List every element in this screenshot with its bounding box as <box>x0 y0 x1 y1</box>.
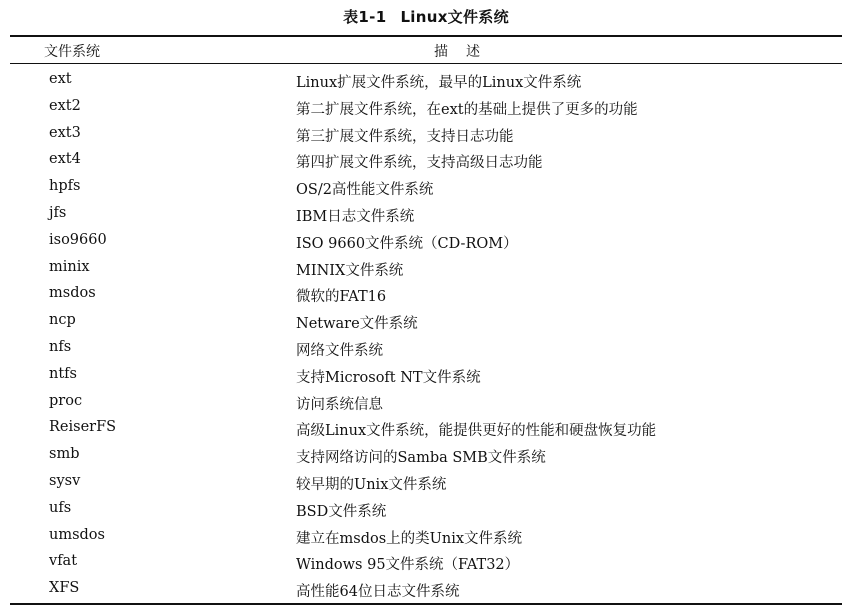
table-row <box>10 415 842 442</box>
table-header-row <box>10 37 842 63</box>
table-row <box>10 67 842 94</box>
table-row <box>10 308 842 335</box>
filesystem-description-cell: 第四扩展文件系统，支持高级日志功能 <box>296 155 543 172</box>
filesystem-name-cell: nfs <box>49 338 72 355</box>
filesystem-description-cell: Linux扩展文件系统，最早的Linux文件系统 <box>296 75 582 91</box>
filesystem-name-cell: XFS <box>49 580 80 597</box>
table-row <box>10 174 842 201</box>
filesystem-name-cell: ncp <box>49 312 76 329</box>
table-bottom-rule <box>10 603 842 605</box>
filesystem-name-cell: ReiserFS <box>49 419 117 436</box>
header-description: 描述 <box>434 44 498 60</box>
filesystem-name-cell: msdos <box>49 285 96 302</box>
table-row <box>10 201 842 228</box>
caption-number: 表1-1 <box>343 8 387 26</box>
filesystem-description-cell: 建立在msdos上的类Unix文件系统 <box>296 530 523 547</box>
table-caption <box>0 6 852 27</box>
table-body <box>10 67 842 603</box>
table-header-rule <box>10 63 842 64</box>
table-row <box>10 228 842 255</box>
table-row <box>10 389 842 416</box>
filesystem-name-cell: umsdos <box>49 526 105 543</box>
caption-title: Linux文件系统 <box>400 8 509 26</box>
filesystem-description-cell: 访问系统信息 <box>296 396 383 413</box>
table-row <box>10 94 842 121</box>
table-row <box>10 523 842 550</box>
filesystem-name-cell: sysv <box>49 472 81 489</box>
filesystem-name-cell: ext4 <box>49 151 81 168</box>
table-row <box>10 147 842 174</box>
table-row <box>10 442 842 469</box>
filesystem-description-cell: 支持网络访问的Samba SMB文件系统 <box>296 450 546 467</box>
filesystem-description-cell: 第三扩展文件系统，支持日志功能 <box>296 128 514 145</box>
filesystem-name-cell: vfat <box>49 553 78 570</box>
filesystem-name-cell: hpfs <box>49 178 81 195</box>
filesystem-name-cell: proc <box>49 392 83 409</box>
filesystem-name-cell: ext <box>49 71 72 87</box>
filesystem-description-cell: BSD文件系统 <box>296 503 387 520</box>
table-row <box>10 549 842 576</box>
table-row <box>10 255 842 282</box>
table-row <box>10 335 842 362</box>
filesystem-name-cell: ufs <box>49 499 72 516</box>
table-row <box>10 281 842 308</box>
filesystem-description-cell: MINIX文件系统 <box>296 262 404 279</box>
filesystem-description-cell: Netware文件系统 <box>296 316 418 333</box>
filesystem-description-cell: OS/2高性能文件系统 <box>296 182 434 199</box>
filesystem-name-cell: ntfs <box>49 365 77 382</box>
filesystem-description-cell: 微软的FAT16 <box>296 289 387 306</box>
filesystem-name-cell: jfs <box>49 204 67 221</box>
table-row <box>10 121 842 148</box>
table-row <box>10 496 842 523</box>
filesystem-description-cell: 网络文件系统 <box>296 342 383 359</box>
filesystem-description-cell: 较早期的Unix文件系统 <box>296 476 447 493</box>
header-filesystem: 文件系统 <box>44 44 100 60</box>
filesystem-description-cell: IBM日志文件系统 <box>296 208 415 225</box>
filesystem-table <box>10 35 842 605</box>
filesystem-description-cell: 高级Linux文件系统，能提供更好的性能和硬盘恢复功能 <box>296 423 657 440</box>
filesystem-description-cell: 第二扩展文件系统，在ext的基础上提供了更多的功能 <box>296 101 638 118</box>
filesystem-name-cell: iso9660 <box>49 231 107 248</box>
table-row <box>10 469 842 496</box>
filesystem-name-cell: minix <box>49 258 90 275</box>
filesystem-description-cell: 高性能64位日志文件系统 <box>296 584 460 601</box>
filesystem-name-cell: ext2 <box>49 97 81 114</box>
table-row <box>10 362 842 389</box>
table-row <box>10 576 842 603</box>
filesystem-description-cell: 支持Microsoft NT文件系统 <box>296 369 481 386</box>
filesystem-name-cell: ext3 <box>49 124 81 141</box>
filesystem-description-cell: Windows 95文件系统（FAT32） <box>296 557 520 574</box>
filesystem-description-cell: ISO 9660文件系统（CD-ROM） <box>296 235 518 252</box>
filesystem-name-cell: smb <box>49 446 80 463</box>
